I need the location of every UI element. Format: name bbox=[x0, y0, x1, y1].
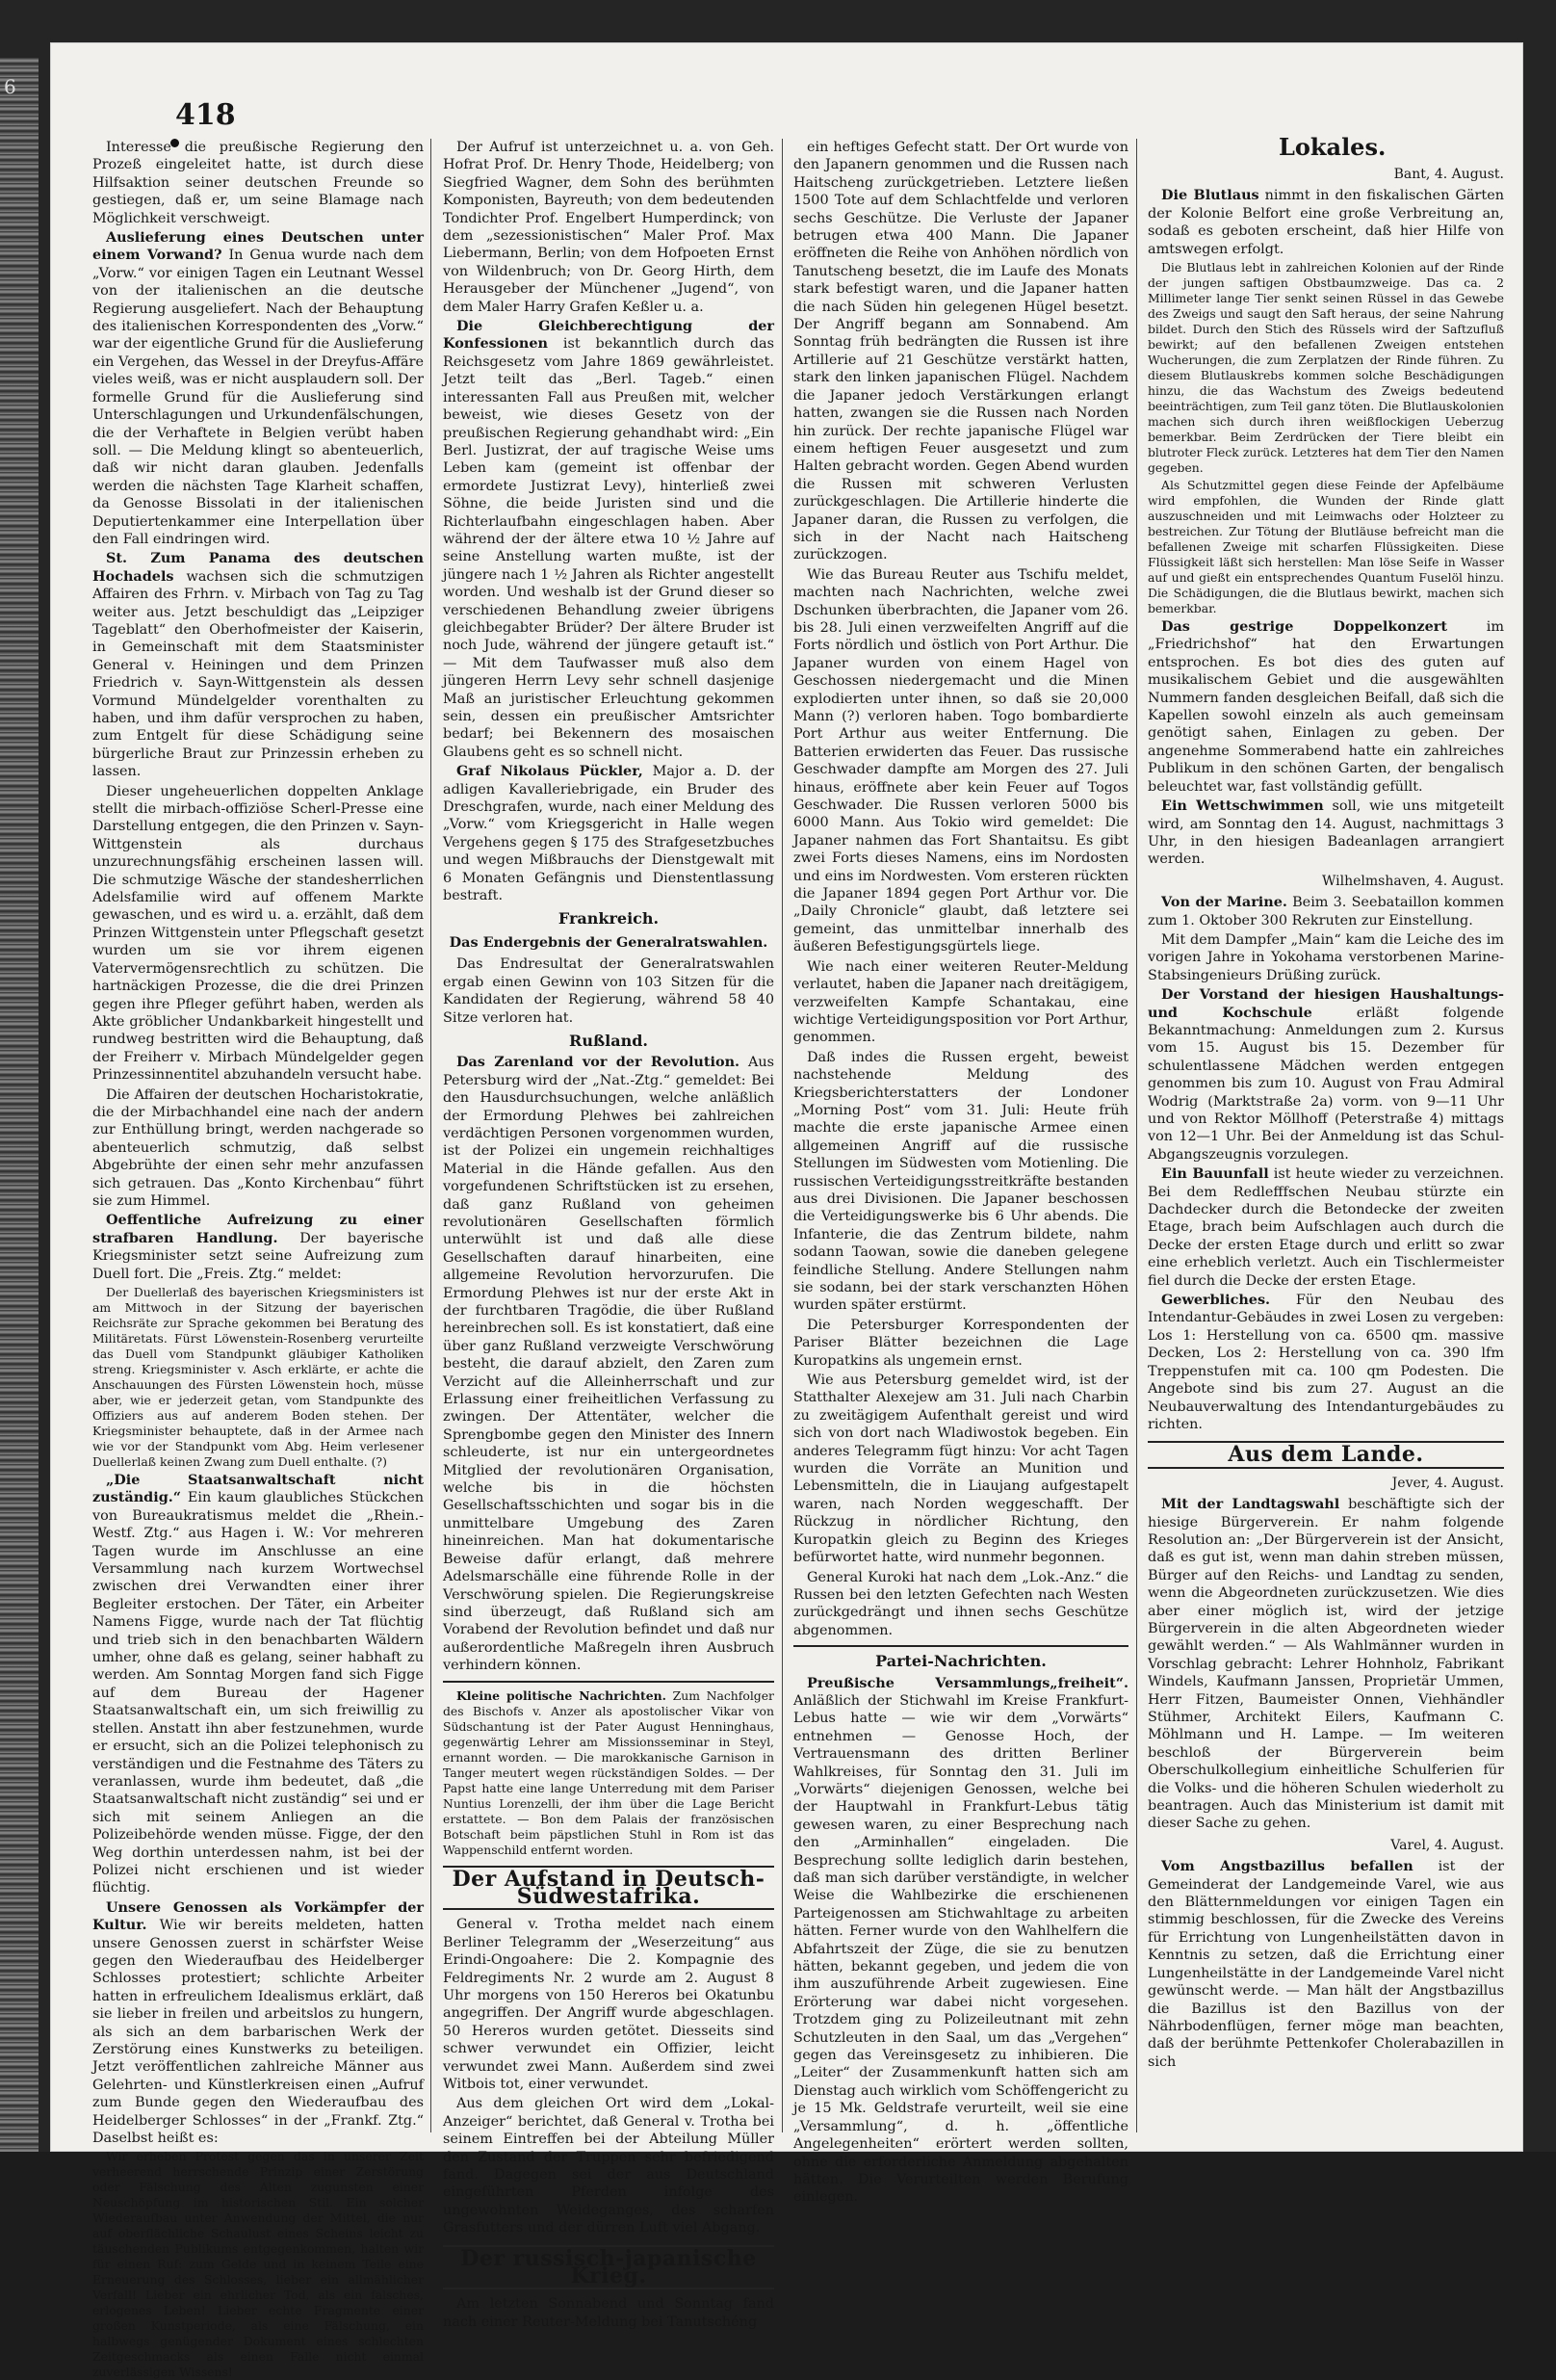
masthead: 418 bbox=[175, 98, 236, 132]
headline: St. Zum Panama des deutschen Hochadels bbox=[92, 550, 424, 585]
paragraph: wachsen sich die schmutzigen Affairen des Frhrn. v. Mirbach von Tag zu Tag weiter aus. Jetzt beschuldigt das „Leipziger Tageblatt“ den Oberhofmeister der Kaiserin, in Gemeinschaft mit dem Staatsminister General v. Heiningen und dem Prinzen Friedrich v. Sayn-Wittgenstein als dessen Vormund Mündelgelder vorenthalten zu haben, und ihm dafür versprochen zu haben, zum Entgelt für diese Schädigung seine bürgerliche Braut zur Prinzessin erheben zu lassen. bbox=[92, 568, 425, 780]
headline: Oeffentliche Aufreizung zu einer strafbaren Handlung. bbox=[92, 1212, 424, 1246]
column-rule bbox=[430, 139, 431, 2132]
paragraph: Wie das Bureau Reuter aus Tschifu meldet, machten nach Nachrichten, welche zwei Dschunken überbrachten, die Japaner vom 26. bis 28. Juli einen verzweifelten Angriff auf die Forts nördlich und östlich von Port Arthur. Die Japaner wurden von einem Hagel von Geschossen niedergemacht und die Minen explodierten unter ihnen, so daß sie 20,000 Mann (?) verloren haben. Togo bombardierte Port Arthur aus weiter Entfernung. Die Batterien erwiderten das Feuer. Das russische Geschwader dampfte am Morgen des 27. Juli hinaus, eröffnete aber kein Feuer auf Togos Geschwader. Die Russen verloren 5000 bis 6000 Mann. Aus Tokio wird gemeldet: Die Japaner nahmen das Fort Shantaitsu. Es gibt zwei Forts dieses Namens, eins im Nordosten und eins im Nordwesten. Vom ersteren rückten die Japaner 1894 gegen Port Arthur vor. Die „Daily Chronicle“ glaubt, daß letztere sei gemeint, das unmittelbar innerhalb des äußeren Befestigungsgürtels liege. bbox=[793, 566, 1128, 955]
section-title: Lokales. bbox=[1279, 133, 1387, 161]
headline: Mit der Landtagswahl bbox=[1161, 1496, 1340, 1513]
paragraph: ist heute wieder zu verzeichnen. Bei dem Redlefffschen Neubau stürzte ein Dachdecker durch die Betondecke der zweiten Etage, brach beim Aufschlagen auch durch die Decke der ersten Etage durch und erlitt so zwar eine erheblich verletzt. Auch ein Tischlermeister fiel durch die Decke der ersten Etage. bbox=[1148, 1166, 1505, 1289]
paragraph: Major a. D. der adligen Kavalleriebrigade, ein Bruder des Dreschgrafen, wurde, nach einer Meldung des „Vorw.“ vom Kriegsgericht in Halle wegen Vergehens gegen § 175 des Strafgesetzbuches und wegen Mißbrauchs der Dienstgewalt mit 6 Monaten Gefängnis und Dienstentlassung bestraft. bbox=[443, 764, 774, 904]
headline: „Die Staatsanwaltschaft nicht zuständig.“ bbox=[92, 1472, 424, 1506]
section-heading: Der russisch-japanische Krieg. bbox=[443, 2245, 774, 2290]
headline: Die Blutlaus bbox=[1161, 187, 1259, 204]
paragraph: Anläßlich der Stichwahl im Kreise Frankfurt-Lebus hatte — wie wir dem „Vorwärts“ entnehmen — Genosse Hoch, der Vertrauensmann des dritten Berliner Wahlkreises, für Sonntag den 31. Juli im „Vorwärts“ diejenigen Genossen, welche bei der Hauptwahl in Frankfurt-Lebus tätig gewesen waren, zu einer Besprechung nach den „Arminhallen“ eingeladen. Die Besprechung sollte lediglich darin bestehen, daß man sich darüber verständigte, in welcher Weise die Wahlbezirke die erschienenen Parteigenossen am Stichwahltage zu arbeiten hätten. Ferner wurde von den Wahlhelfern die Abfahrtszeit der Züge, die sie zu benutzen hätten, bekannt gegeben, und jedem die von ihm auszuführende Arbeit zugewiesen. Eine Erörterung war dabei nicht vorgesehen. Trotzdem ging zu Polizeileutnant mit zehn Schutzleuten in den Saal, um das „Vergehen“ gegen das Vereinsgesetz zu inhibieren. Die „Leiter“ der Zusammenkunft hatten sich am Dienstag auch wirklich vom Schöffengericht zu je 15 Mk. Geldstrafe verurteilt, weil sie eine „Versammlung“, d. h. „öffentliche Angelegenheiten“ erörtert werden sollten, ohne die erforderliche Anmeldung abgehalten hätten. Die Verurteilten werden Berufung einlegen. bbox=[793, 1692, 1128, 2206]
column-3 bbox=[793, 139, 1128, 2206]
headline: Von der Marine. bbox=[1161, 894, 1287, 911]
paragraph: Wie aus Petersburg gemeldet wird, ist der Statthalter Alexejew am 31. Juli nach Charbin zu zweitägigem Aufenthalt gereist und wird sich von dort nach Wladiwostok begeben. Ein anderes Telegramm fügt hinzu: Vor acht Tagen wurden die Vorräte an Munition und Lebensmitteln, die in Liaujang aufgestapelt waren, nach Norden weggeschafft. Der Rückzug in nördlicher Richtung, den Kuropatkin gleich zu Beginn des Krieges befürwortet hatte, wird nunmehr begonnen. bbox=[793, 1373, 1128, 1566]
paragraph: Die Blutlaus lebt in zahlreichen Kolonien auf der Rinde der jungen saftigen Obstbaumzweige. Das ca. 2 Millimeter lange Tier senkt seinen Rüssel in das Gewebe des Zweigs und saugt den Saft heraus, der seine Nahrung bildet. Durch den Stich des Rüssels wird der Saftzufluß bewirkt; auf den befallenen Zweigen entstehen Wucherungen, die zum Zerplatzen der Rinde führen. Zu diesem Blutlauskrebs kommen solche Beschädigungen hinzu, die das Wachstum des Zweigs bedeutend beeinträchtigen, zum Teil ganz töten. Die Blutlauskolonien machen sich durch ihren weißflockigen Ueberzug bemerkbar. Beim Zerdrücken der Tiere bleibt ein blutroter Fleck zurück. Letzteres hat dem Tier den Namen gegeben. bbox=[1148, 260, 1504, 476]
paragraph: Ein kaum glaubliches Stückchen von Bureaukratismus meldet die „Rhein.-Westf. Ztg.“ aus Hagen i. W.: Vor mehreren Tagen wurde im Anschlusse an eine Versammlung nach kurzem Wortwechsel zwischen drei Verwandten einer ihrer Begleiter erstochen. Der Täter, ein Arbeiter Namens Figge, wurde nach der Tat flüchtig und trieb sich in den benachbarten Wäldern umher, ohne daß es gelang, seiner habhaft zu werden. Am Sonntag Morgen fand sich Figge auf dem Bureau der Hagener Staatsanwaltschaft ein, um sich freiwillig zu stellen. Anstatt ihn aber festzunehmen, wurde er ersucht, sich an die Polizei telephonisch zu verständigen und die Festnahme des Täters zu veranlassen, wurde ihm bedeutet, daß „die Staatsanwaltschaft nicht zuständig“ sei und er sich mit seinem Anliegen an die Polizeibehörde wenden müsse. Figge, der den Weg dorthin unterdessen nahm, ist bei der Polizei nicht erschienen und ist wieder flüchtig. bbox=[92, 1490, 424, 1896]
headline: Unsere Genossen als Vorkämpfer der Kultur. bbox=[92, 1898, 424, 1934]
paragraph: beschäftigte sich der hiesige Bürgerverein. Er nahm folgende Resolution an: „Der Bürgerverein ist der Ansicht, daß es gut ist, wenn man dahin streben müssen, Bürger auf den Reichs- und Landtag zu senden, wenn die Abgeordneten zurückzusetzen. Wie dies aber einer möglich ist, wird der jetzige Bürgerverein in die alten Abgeordneten wieder gewählt werden.“ — Als Wahlmänner wurden in Vorschlag gebracht: Lehrer Hohnholz, Fabrikant Windels, Kaufmann Janssen, Proprietär Ummen, Herr Fitzen, Baumeister Onnen, Viehhändler Stühmer, Architekt Eilers, Kaufmann C. Möhlmann und H. Lampe. — Im weiteren beschloß der Bürgerverein beim Oberschulkollegium einheitliche Schulferien für die Volks- und die höheren Schulen wiederholt zu beantragen. Auch das Ministerium ist damit mit dieser Sache zu gehen. bbox=[1148, 1497, 1504, 1832]
section-heading: Aus dem Lande. bbox=[1148, 1441, 1504, 1468]
headline: Das Endergebnis der Generalratswahlen. bbox=[449, 933, 768, 951]
paragraph: ist der Gemeinderat der Landgemeinde Varel, wie aus den Blätternmeldungen vor einigen Tagen ein stimmig beschlossen, für die Zwecke des Vereins für Errichtung von Lungenheilstätten davon in Kenntnis zu setzen, daß die Errichtung einer Lungenheilstätte in der Landgemeinde Varel nicht gewünscht werde. — Man hält der Angstbazillus die Bazillus ist den Bazillus von der Nährbodenflügen, ferner möge man beachten, daß der berühmte Pettenkofer Cholerabazillen in sich bbox=[1148, 1859, 1505, 2070]
column-1 bbox=[92, 139, 425, 2380]
paragraph: Am letzten Sonnabend und Sonntag fand nach einer Reuter-Meldung bei Tanutschéng bbox=[443, 2296, 774, 2330]
paragraph: Mit dem Dampfer „Main“ kam die Leiche des im vorigen Jahre in Yokohama verstorbenen Marine-Stabsingenieurs Drüßing zurück. bbox=[1148, 931, 1504, 983]
headline: Preußische Versammlungs„freiheit“. bbox=[807, 1674, 1128, 1691]
column-rule bbox=[1136, 139, 1137, 2132]
section-heading: Frankreich. bbox=[558, 909, 660, 928]
column-4 bbox=[1148, 162, 1504, 2142]
headline: Gewerbliches. bbox=[1161, 1292, 1271, 1309]
paragraph: Wie wir bereits meldeten, hatten unsere Genossen zuerst in schärfster Weise gegen den Wiederaufbau des Heidelberger Schlosses protestiert; schlichte Arbeiter hatten in erfreulichem Idealismus erklärt, daß sie lieber in freilen und arbeitslos zu hungern, als sich an dem barbarischen Werk der Zerstörung eines Kunstwerks zu beteiligen. Jetzt veröffentlichen zahlreiche Männer aus Gelehrten- und Künstlerkreisen einen „Aufruf zum Bunde gegen den Wiederaufbau des Heidelberger Schlosses“ in der „Frankf. Ztg.“ Daselbst heißt es: bbox=[92, 1918, 424, 2147]
paragraph: nimmt in den fiskalischen Gärten der Kolonie Belfort eine große Verbreitung an, sodaß es geboten erscheint, daß hier Hilfe von amtswegen erfolgt. bbox=[1148, 188, 1504, 257]
section-heading: Der Aufstand in Deutsch-Südwestafrika. bbox=[443, 1866, 774, 1911]
headline: Ein Wettschwimmen bbox=[1161, 798, 1324, 815]
paragraph: soll, wie uns mitgeteilt wird, am Sonntag den 14. August, nachmittags 3 Uhr, in den hiesigen Badeanlagen arrangiert werden. bbox=[1148, 798, 1504, 868]
paragraph: In Genua wurde nach dem „Vorw.“ vor einigen Tagen ein Leutnant Wessel von der italienischen an die deutsche Regierung ausgeliefert. Nach der Behauptung des italienischen Korrespondenten des „Vorw.“ war der eigentliche Grund für die Auslieferung ein Vergehen, das Wessel in der Dreyfus-Affäre vieles weiß, was er nicht ausplaudern soll. Der formelle Grund für die Auslieferung sind Unterschlagungen und Urkundenfälschungen, die der Verhaftete in Belgien verübt haben soll. — Die Meldung klingt so abenteuerlich, daß wir nicht daran glauben. Jedenfalls werden die nächsten Tage Klarheit schaffen, da Genosse Bissolati in der italienischen Deputiertenkammer eine Interpellation über den Fall eindringen wird. bbox=[92, 248, 425, 547]
paragraph: Beim 3. Seebataillon kommen zum 1. Oktober 300 Rekruten zur Einstellung. bbox=[1148, 895, 1505, 928]
divider bbox=[443, 1681, 774, 1683]
headline: Ein Bauunfall bbox=[1161, 1165, 1269, 1183]
paragraph: Interesse die preußische Regierung den Prozeß eingeleitet hatte, ist durch diese Hilfsaktion seiner deutschen Freunde so gestiegen, daß er, um seine Blamage nach Möglichkeit verschweigt. bbox=[92, 140, 424, 226]
paragraph: Aus Petersburg wird der „Nat.-Ztg.“ gemeldet: Bei den Hausdurchsuchungen, welche anläßlich der Ermordung Plehwes bei zahlreichen verdächtigen Personen vorgenommen wurden, ist der Polizei ein ungemein reichhaltiges Material in die Hände gefallen. Aus den vorgefundenen Schriftstücken ist zu ersehen, daß ganz Rußland von geheimen revolutionären Gesellschaften förmlich unterwühlt ist und daß alle diese Gesellschaften darauf hinarbeiten, eine allgemeine Revolution hervorzurufen. Die Ermordung Plehwes ist nur der erste Akt in der furchtbaren Tragödie, die über Rußland hereinbrechen soll. Es ist konstatiert, daß eine über ganz Rußland verzweigte Verschwörung besteht, die darauf abzielt, den Zaren zum Verzicht auf die Alleinherrschaft und zur Erlassung einer freiheitlichen Verfassung zu zwingen. Der Attentäter, welcher die Sprengbombe gegen den Minister des Innern schleuderte, ist nur ein untergeordnetes Mitglied der revolutionären Organisation, welche bis in die höchsten Gesellschaftsschichten und sogar bis in die unmittelbare Umgebung des Zaren hineinreichen. Man hat dokumentarische Beweise dafür erlangt, daß mehrere Adelsmarschälle eine führende Rolle in der Verschwörung spielen. Die Regierungskreise sind überzeugt, daß Rußland sich am Vorabend der Revolution befindet und daß nur außerordentliche Maßregeln ihren Ausbruch verhindern können. bbox=[443, 1055, 774, 1674]
newspaper-page bbox=[50, 42, 1523, 2380]
section-heading: Partei-Nachrichten. bbox=[875, 1652, 1047, 1671]
dateline: Jever, 4. August. bbox=[1391, 1475, 1504, 1491]
section-heading: Rußland. bbox=[569, 1031, 648, 1050]
paragraph: Aus dem gleichen Ort wird dem „Lokal-Anzeiger“ berichtet, daß General v. Trotha bei seinem Eintreffen bei der Abteilung Müller den Zustand der Truppen sehr befriedigend fand. Dagegen sei der aus Deutschland eingeführten Pferden infolge des ungewohnten Weideganges, des scharfen Grasfutters und der dürren Luft viel Abgang. bbox=[443, 2096, 774, 2236]
column-2 bbox=[443, 139, 774, 2330]
paragraph: Zum Nachfolger des Bischofs v. Anzer als apostolischer Vikar von Südschantung ist der Pater August Henninghaus, gegenwärtig Lehrer am Missionsseminar in Steyl, ernannt worden. — Die marokkanische Garnison in Tanger meutert wegen rückständigen Soldes. — Der Papst hatte eine lange Unterredung mit dem Pariser Nuntius Lorenzelli, der ihm über die Lage Bericht erstattete. — Bon dem Palais der französischen Botschaft beim päpstlichen Stuhl in Rom ist das Wappenschild entfernt worden. bbox=[443, 1687, 774, 1857]
paragraph: Dieser ungeheuerlichen doppelten Anklage stellt die mirbach-offiziöse Scherl-Presse eine Darstellung entgegen, die den Prinzen v. Sayn-Wittgenstein als durchaus unzurechnungsfähig erscheinen lassen will. Die schmutzige Wäsche der standesherrlichen Adelsfamilie wird auf offenem Markte gewaschen, und es wird u. a. erzählt, daß dem Prinzen Wittgenstein unter Pflegschaft gesetzt wurden um sie vor ihrem eigenen Vatervermögensrechtlich zu schützen. Die hartnäckigen Prozesse, die die drei Prinzen gegen ihre Pfleger geführt haben, werden als Akte gröblicher Undankbarkeit hingestellt und rundweg bestritten wird die Behauptung, daß der Freiherr v. Mirbach Mündelgelder gegen Prinzessinnentitel abzuhandeln versucht habe. bbox=[92, 783, 424, 1084]
headline: Kleine politische Nachrichten. bbox=[456, 1687, 666, 1703]
dateline: Bant, 4. August. bbox=[1393, 167, 1504, 182]
column-rule bbox=[782, 139, 783, 2132]
paragraph: Der Duellerlaß des bayerischen Kriegsministers ist am Mittwoch in der Sitzung der bayerischen Reichsräte zur Sprache gekommen bei Beratung des Militäretats. Fürst Löwenstein-Rosenberg verurteilte das Duell vom Standpunkt gläubiger Katholiken streng. Kriegsminister v. Asch erklärte, er achte die Anschauungen des Fürsten Löwenstein hoch, müsse aber, wie er jederzeit getan, vom Standpunkte des Offiziers aus auf anderem Boden stehen. Der Kriegsminister behauptete, daß in der Armee nach wie vor der Standpunkt vom Abg. Heim verlesener Duellerlaß keinen Zwang zum Duell enthalte. (?) bbox=[92, 1285, 424, 1469]
headline: Vom Angstbazillus befallen bbox=[1161, 1858, 1413, 1875]
paragraph: ein heftiges Gefecht statt. Der Ort wurde von den Japanern genommen und die Russen nach Haitscheng zurückgetrieben. Letztere ließen 1500 Tote auf dem Schlachtfelde und verloren sechs Geschütze. Die Verluste der Japaner betrugen etwa 400 Mann. Die Japaner eröffneten die Reihe von Anhöhen nördlich von Tanutscheng besetzt, die im Laufe des Monats stark befestigt waren, und die Japaner hatten die nach Süden hin gelegenen Hügel besetzt. Der Angriff begann am Sonnabend. Am Sonntag früh bedrängten die Russen ist ihre Artillerie auf 21 Geschütze verstärkt hatten, stark den linken japanischen Flügel. Nachdem die Japaner jedoch Verstärkungen erlangt hatten, zwangen sie die Russen nach Norden hin zurück. Der rechte japanische Flügel war einem heftigen Feuer ausgesetzt und zum Halten gebracht worden. Gegen Abend wurden die Russen mit schweren Verlusten zurückgeschlagen. Die Artillerie hinderte die Japaner daran, die Russen zu verfolgen, die sich in der Nacht nach Haitscheng zurückzogen. bbox=[793, 140, 1128, 563]
paragraph: General v. Trotha meldet nach einem Berliner Telegramm der „Weserzeitung“ aus Erindi-Ongoahere: Die 2. Kompagnie des Feldregiments Nr. 2 wurde am 2. August 8 Uhr morgens von 150 Hereros bei Okatunbu angegriffen. Der Angriff wurde abgeschlagen. 50 Hereros wurden getötet. Diesseits sind schwer verwundet ein Offizier, leicht verwundet zwei Mann. Außerdem sind zwei Witbois tot, einer verwundet. bbox=[443, 1917, 774, 2092]
paragraph: Die Affairen der deutschen Hocharistokratie, die der Mirbachhandel eine nach der andern zur Enthüllung bringt, werden nachgerade so abenteuerlich schmutzig, daß selbst Abgebrühte der einen sehr mehr anzufassen sich getrauen. Das „Konto Kirchenbau“ führt sie zum Himmel. bbox=[92, 1086, 424, 1209]
paragraph: Das Endresultat der Generalratswahlen ergab einen Gewinn von 103 Sitzen für die Kandidaten der Regierung, während 58 40 Sitze verloren hat. bbox=[443, 956, 774, 1026]
paragraph: ist bekanntlich durch das Reichsgesetz vom Jahre 1869 gewährleistet. Jetzt teilt das „Berl. Tageb.“ einen interessanten Fall aus Preußen mit, welcher beweist, wie dieses Gesetz von der preußischen Regierung gehandhabt wird: „Ein Berl. Justizrat, der auf tragische Weise ums Leben kam (gemeint ist offenbar der ermordete Justizrat Levy), hinterließ zwei Söhne, die beide Juristen sind und die Richterlaufbahn eingeschlagen haben. Aber während der der ältere etwa 10 ½ Jahre auf seine Anstellung warten mußte, ist der jüngere nach 1 ½ Jahren als Richter angestellt worden. Und weshalb ist der Grund dieser so verschiedenen Behandlung zweier übrigens gleichbegabter Brüder? Der ältere Bruder ist noch Jude, während der jüngere getauft ist.“ — Mit dem Taufwasser muß also dem jüngeren Herrn Levy sehr schnell dasjenige Maß an juristischer Erleuchtung gekommen sein, dessen ein preußischer Amtsrichter bedarf; bei Bekennern des mosaischen Glaubens geht es so schnell nicht. bbox=[443, 336, 774, 760]
paragraph: General Kuroki hat nach dem „Lok.-Anz.“ die Russen bei den letzten Gefechten nach Westen zurückgedrängt und ihnen sechs Geschütze abgenommen. bbox=[793, 1569, 1128, 1638]
paragraph: im „Friedrichshof“ hat den Erwartungen entsprochen. Es bot dies des guten auf musikalischem Gebiet und die ausgewählten Nummern fanden desgleichen Beifall, daß sich die Kapellen sowohl einzeln als auch gemeinsam genötigt sahen, Einlagen zu geben. Der angenehme Sommerabend hatte ein zahlreiches Publikum in den schönen Garten, der bengalisch beleuchtet war, fast vollständig gefüllt. bbox=[1148, 619, 1504, 795]
headline: Das Zarenland vor der Revolution. bbox=[456, 1054, 740, 1071]
book-edge bbox=[0, 58, 39, 2152]
headline: Das gestrige Doppelkonzert bbox=[1161, 618, 1447, 636]
paragraph: Der bayerische Kriegsminister setzt seine Aufreizung zum Duell fort. Die „Freis. Ztg.“ meldet: bbox=[92, 1230, 425, 1282]
paragraph: Die Petersburger Korrespondenten der Pariser Blätter bezeichnen die Lage Kuropatkins als ungemein ernst. bbox=[793, 1317, 1128, 1369]
divider bbox=[793, 1645, 1128, 1647]
paragraph: Wir erheben Protest gegen das in unserer Zeit verheerend herrschende Prinzip einer Zerstörung oder Fälschung des Alten zugunsten einer Neuschöpfung im historischen Stil. Ein solcher Wiederaufbau unter Anwendung der Mittel, die nur auf oberflächliche Schaulust eines Scheins leicht zu täuschenden Publikums entgegenkommen, halten wir für einen Ruf: zum Gelde und in keinem Teile eine Erneuerung des Schlosses, lieber ein allmählicher Verfall! Lieber ein ehrlicher Tod, als ein falsches, erlogenes Leben! Lieber echte Fragmente einer großen Kunstperiode, als eine Fälschung, ein halbwegs genügender Dokument eines schlechten Zeitgeschmacks als einen Falle nicht einmal zuverlässigen Wissens! bbox=[92, 2149, 424, 2380]
paragraph: Daß indes die Russen ergeht, beweist nachstehende Meldung des Kriegsberichterstatters der Londoner „Morning Post“ vom 31. Juli: Heute früh machte die erste japanische Armee einen allgemeinen Angriff auf die russische Stellungen im Südwesten vom Motienling. Die russischen Verteidigungsstreitkräfte bestanden aus drei Divisionen. Die Japaner beschossen die Verteidigungswerke bis 6 Uhr abends. Die Infanterie, die das Zentrum bildete, nahm sodann Taowan, sowie die daneben gelegene feindliche Stellung. Andere Stellungen nahm sie sodann, bei der stark verschanzten Höhen wurden später erstürmt. bbox=[793, 1049, 1128, 1314]
dateline: Wilhelmshaven, 4. August. bbox=[1322, 873, 1504, 889]
headline: Der Vorstand der hiesigen Haushaltungs- und Kochschule bbox=[1148, 986, 1504, 1021]
paragraph: Als Schutzmittel gegen diese Feinde der Apfelbäume wird empfohlen, die Wunden der Rinde glatt auszuschneiden und mit Leimwachs oder Holzteer zu bestreichen. Zur Tötung der Blutläuse befreicht man die befallenen Zweige mit scharfen Flüssigkeiten. Diese Flüssigkeit läßt sich herstellen: Man löse Seife in Wasser auf und gießt ein entsprechendes Quantum Fuselöl hinzu. Die Schädigungen, die die Blutlaus bewirkt, machen sich bemerkbar. bbox=[1148, 478, 1504, 616]
page-number: 6 bbox=[4, 75, 16, 98]
headline: Graf Nikolaus Pückler, bbox=[456, 763, 643, 780]
dateline: Varel, 4. August. bbox=[1390, 1837, 1504, 1853]
paragraph: Wie nach einer weiteren Reuter-Meldung verlautet, haben die Japaner nach dreitägigem, verzweifelten Kampfe Schantakau, eine wichtige Verteidigungsposition vor Port Arthur, genommen. bbox=[793, 958, 1128, 1046]
headline: Die Gleichberechtigung der Konfessionen bbox=[443, 318, 774, 353]
paragraph: Der Aufruf ist unterzeichnet u. a. von Geh. Hofrat Prof. Dr. Henry Thode, Heidelberg; von Siegfried Wagner, dem Sohn des berühmten Komponisten, Bayreuth; von dem bedeutenden Tondichter Prof. Engelbert Humperdinck; von dem „sezessionistischen“ Maler Prof. Max Liebermann, Berlin; von dem Hofpoeten Ernst von Wildenbruch; von Dr. Georg Hirth, dem Herausgeber der Münchener „Jugend“, von dem Maler Harry Grafen Keßler u. a. bbox=[443, 140, 774, 315]
headline: Auslieferung eines Deutschen unter einem Vorwand? bbox=[92, 229, 424, 264]
paragraph: Für den Neubau des Intendantur-Gebäudes in zwei Losen zu vergeben: Los 1: Herstellung von ca. 6500 qm. massive Decken, Los 2: Herstellung von ca. 390 lfm Treppenstufen mit ca. 100 qm Podesten. Die Angebote sind bis zum 27. August an die Neubauverwaltung des Intendanturgebäudes zu richten. bbox=[1148, 1293, 1505, 1432]
paragraph: erläßt folgende Bekanntmachung: Anmeldungen zum 2. Kursus vom 15. August bis 15. Dezember für schulentlassene Mädchen werden entgegen genommen bis zum 10. August von Frau Admiral Wodrig (Marktstraße 2a) vorm. von 9—11 Uhr und von Rektor Möllhoff (Peterstraße 4) mittags von 12—1 Uhr. Bei der Anmeldung ist das Schul-Abgangszeugnis vorzulegen. bbox=[1148, 1005, 1504, 1163]
